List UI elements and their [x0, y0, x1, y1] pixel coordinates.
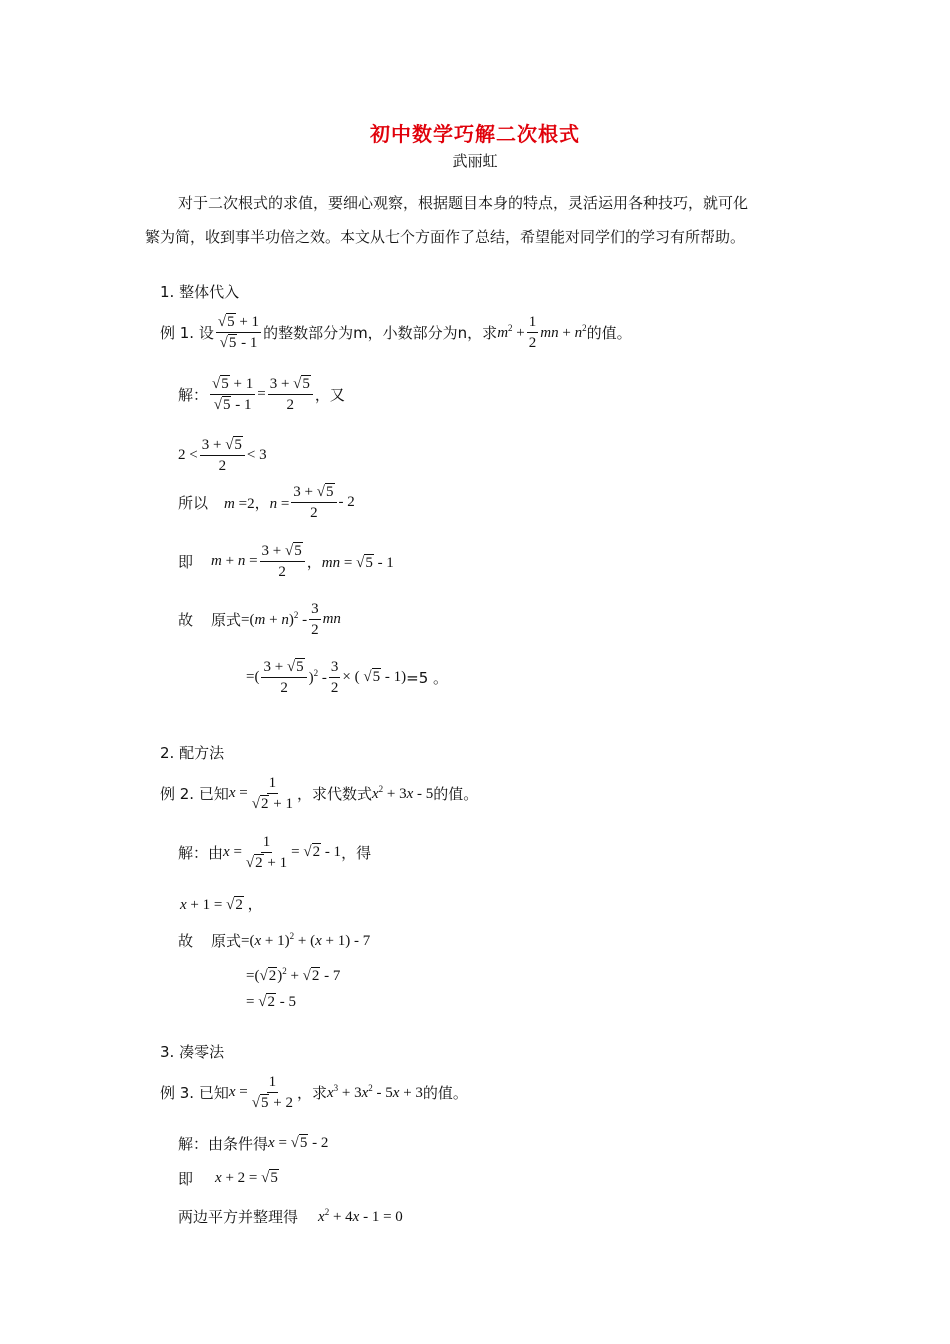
section-heading-3: 3. 凑零法 [160, 1043, 225, 1061]
fraction: $\frac{3 + √5}{2}$ [268, 375, 313, 414]
formula: $m^2$ + [497, 323, 525, 341]
example-3-end: 的值。 [422, 1084, 468, 1102]
section-heading-2: 2. 配方法 [160, 744, 225, 762]
example-2: 例 2. 已知 x = $\frac{1}{√2 + 1}$ ，求代数式 $x^2 + 3x - 5$ 的值。 [160, 775, 479, 812]
inequality: 2 < $\frac{3 + √5}{2}$ < 3 [178, 437, 267, 474]
solution-text: ，又 [314, 386, 345, 404]
fraction: $\frac{3 + √5}{2}$ [200, 436, 245, 475]
solution-text: 两边平方并整理得 [178, 1208, 299, 1226]
word-ji: 即 [178, 1170, 194, 1188]
solution-3-line-3: 两边平方并整理得 $x^2 + 4x - 1 = 0$ [178, 1207, 403, 1226]
solution-text: ，得 [341, 844, 372, 862]
intro-line-1: 对于二次根式的求值，要细心观察，根据题目本身的特点，灵活运用各种技巧，就可化 [178, 194, 749, 212]
fraction: $\frac{1}{√5 + 2}$ [251, 1074, 293, 1111]
example-3: 例 3. 已知 x = $\frac{1}{√5 + 2}$ ，求 $x^3 + 3x^2 - 5x + 3$ 的值。 [160, 1074, 468, 1111]
solution-2-line-4: $=(√2)^2 + √2 - 7$ [246, 966, 341, 984]
example-1-end: 的值。 [586, 324, 632, 342]
word-gu: 故 [178, 611, 194, 629]
solution-2-line-5: = √2 - 5 [246, 994, 296, 1010]
section-heading-1: 1. 整体代入 [160, 283, 240, 301]
solution-label: 解：由条件得 [178, 1135, 269, 1153]
word-yuanshi: 原式 [211, 611, 242, 629]
example-2-end: 的值。 [433, 785, 479, 803]
fraction: $\frac{√5 + 1}{√5 - 1}$ [212, 376, 254, 413]
solution-label: 解： [178, 386, 209, 404]
author: 武丽虹 [452, 152, 498, 170]
fraction: $\frac{3 + √5}{2}$ [291, 483, 336, 522]
fraction: $\frac{√5 + 1}{√5 - 1}$ [217, 314, 260, 351]
fraction: $\frac{3}{2}$ [330, 659, 339, 696]
word-ji: 即 [178, 553, 194, 571]
word-gu: 故 [178, 932, 194, 950]
solution-1-line-5: 故 原式 $=(m + n)^2$ - $\frac{3}{2}$ mn [178, 601, 341, 638]
example-2-text: ，求代数式 [296, 785, 372, 803]
example-1-label: 例 1. 设 [160, 324, 214, 342]
solution-1-line-6: =( $\frac{3 + √5}{2}$ )$^2$ - $\frac{3}{2}$ × ( √5 - 1) =5 。 [246, 659, 449, 696]
page-title: 初中数学巧解二次根式 [370, 122, 580, 146]
solution-1-line-3: 所以 m =2，n = $\frac{3 + √5}{2}$ - 2 [178, 484, 355, 521]
word-so: 所以 [178, 494, 209, 512]
solution-1-line-4: 即 m + n = $\frac{3 + √5}{2}$ ，mn = √5 - 1 [178, 543, 394, 580]
formula: mn + $n^2$ [540, 323, 587, 341]
word-yuanshi: 原式 [211, 932, 242, 950]
fraction: $\frac{1}{2}$ [528, 314, 537, 351]
solution-1-line-1: 解： $\frac{√5 + 1}{√5 - 1}$ = $\frac{3 + √5}{2}$ ，又 [178, 376, 345, 413]
solution-2-line-3: 故 原式 $=(x + 1)^2 + (x + 1) - 7$ [178, 931, 371, 950]
fraction: $\frac{1}{√2 + 1}$ [251, 775, 293, 812]
solution-2-line-1: 解：由 x = $\frac{1}{√2 + 1}$ = √2 - 1 ，得 [178, 834, 372, 871]
solution-3-line-1: 解：由条件得 x = √5 - 2 [178, 1135, 329, 1153]
solution-3-line-2: 即 x + 2 = √5 [178, 1170, 278, 1188]
result: =5 。 [406, 669, 449, 687]
fraction: $\frac{3 + √5}{2}$ [261, 658, 306, 697]
fraction: $\frac{1}{√2 + 1}$ [245, 834, 288, 871]
example-3-text: ，求 [296, 1084, 327, 1102]
intro-line-2: 繁为简，收到事半功倍之效。本文从七个方面作了总结，希望能对同学们的学习有所帮助。 [145, 228, 746, 246]
example-3-label: 例 3. 已知 [160, 1084, 229, 1102]
example-1-text: 的整数部分为m，小数部分为n，求 [263, 324, 498, 342]
fraction: $\frac{3 + √5}{2}$ [260, 542, 305, 581]
example-1 [160, 313, 632, 352]
fraction: $\frac{3}{2}$ [311, 601, 319, 638]
example-2-label: 例 2. 已知 [160, 785, 229, 803]
solution-label: 解：由 [178, 844, 224, 862]
solution-2-line-2: x + 1 = √2 ， [180, 897, 263, 913]
